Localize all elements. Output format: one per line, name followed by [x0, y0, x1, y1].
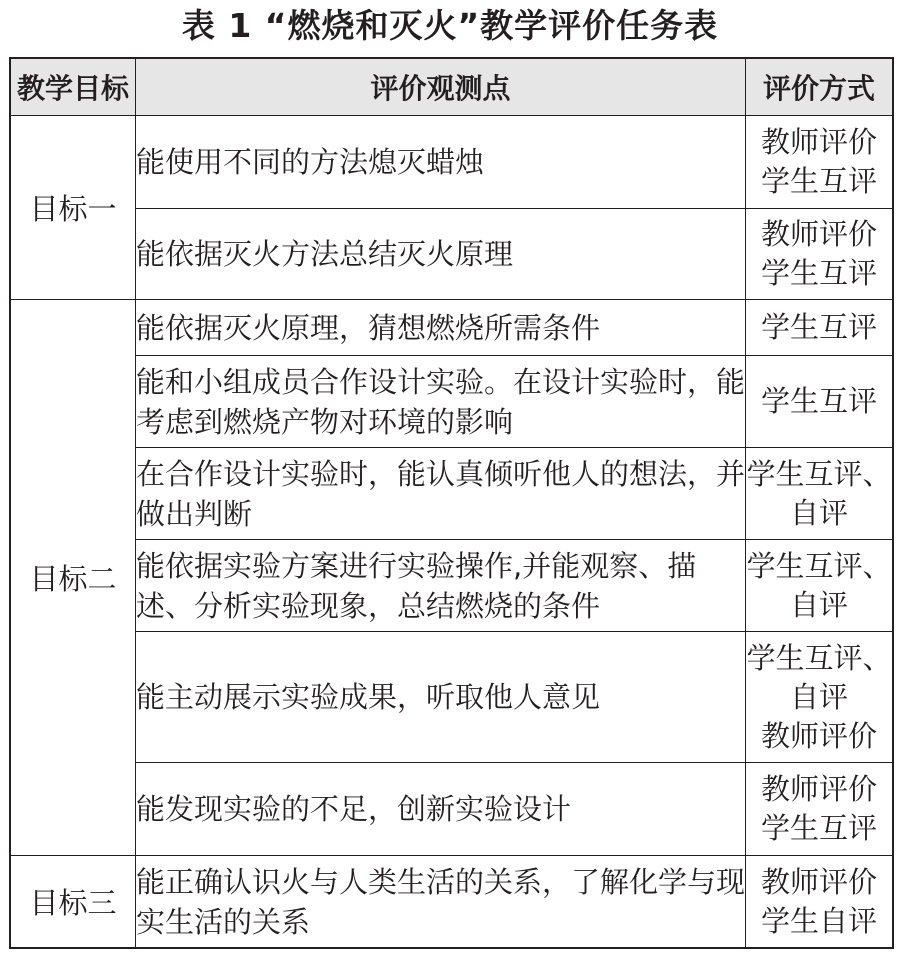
method-cell [746, 540, 893, 632]
method-line: 自评 [789, 679, 848, 714]
table-row [11, 763, 893, 856]
method-line: 教师评价 [760, 718, 877, 753]
method-line: 学生互评、 [746, 548, 892, 583]
method-line: 教师评价 [760, 772, 877, 806]
table-row [11, 116, 893, 209]
header-row [11, 59, 893, 116]
point-cell: 能依据灭火原理，猜想燃烧所需条件 [136, 300, 746, 356]
method-cell [746, 856, 893, 948]
method-cell [746, 209, 893, 300]
method-cell [746, 448, 893, 540]
method-line: 教师评价 [760, 864, 877, 899]
point-cell: 能发现实验的不足，创新实验设计 [136, 763, 746, 856]
method-cell [746, 632, 893, 763]
method-line: 自评 [789, 495, 848, 530]
point-cell: 能依据灭火方法总结灭火原理 [136, 209, 746, 300]
point-cell: 能主动展示实验成果，听取他人意见 [136, 632, 746, 763]
method-line: 学生互评 [760, 811, 877, 845]
evaluation-table [10, 58, 893, 948]
method-line: 自评 [789, 587, 848, 622]
method-line: 教师评价 [760, 217, 877, 251]
method-line: 学生互评 [760, 164, 877, 198]
method-line: 学生互评、 [746, 456, 892, 491]
point-cell: 在合作设计实验时，能认真倾听他人的想法，并做出判断 [136, 448, 746, 540]
header-goal: 教学目标 [11, 59, 136, 116]
method-line: 学生互评 [760, 384, 877, 418]
point-cell: 能依据实验方案进行实验操作,并能观察、描述、分析实验现象，总结燃烧的条件 [136, 540, 746, 632]
method-line: 学生自评 [760, 903, 877, 938]
point-cell: 能正确认识火与人类生活的关系，了解化学与现实生活的关系 [136, 856, 746, 948]
method-cell [746, 116, 893, 209]
method-line: 学生互评 [760, 256, 877, 290]
method-cell [746, 356, 893, 448]
point-cell: 能使用不同的方法熄灭蜡烛 [136, 116, 746, 209]
goal-cell: 目标一 [11, 116, 136, 300]
method-line: 教师评价 [760, 125, 877, 159]
method-cell [746, 763, 893, 856]
table-row [11, 448, 893, 540]
table-title: 表 1 “燃烧和灭火”教学评价任务表 [181, 6, 719, 45]
table-row [11, 356, 893, 448]
table-row [11, 856, 893, 948]
header-point: 评价观测点 [136, 59, 746, 116]
goal-cell: 目标二 [11, 300, 136, 856]
method-cell [746, 300, 893, 356]
method-line: 学生互评 [760, 310, 877, 344]
table-row [11, 209, 893, 300]
point-cell: 能和小组成员合作设计实验。在设计实验时，能考虑到燃烧产物对环境的影响 [136, 356, 746, 448]
table-row [11, 300, 893, 356]
table-row [11, 632, 893, 763]
method-line: 学生互评、 [746, 640, 892, 675]
goal-cell: 目标三 [11, 856, 136, 948]
table-row [11, 540, 893, 632]
header-method: 评价方式 [746, 59, 893, 116]
